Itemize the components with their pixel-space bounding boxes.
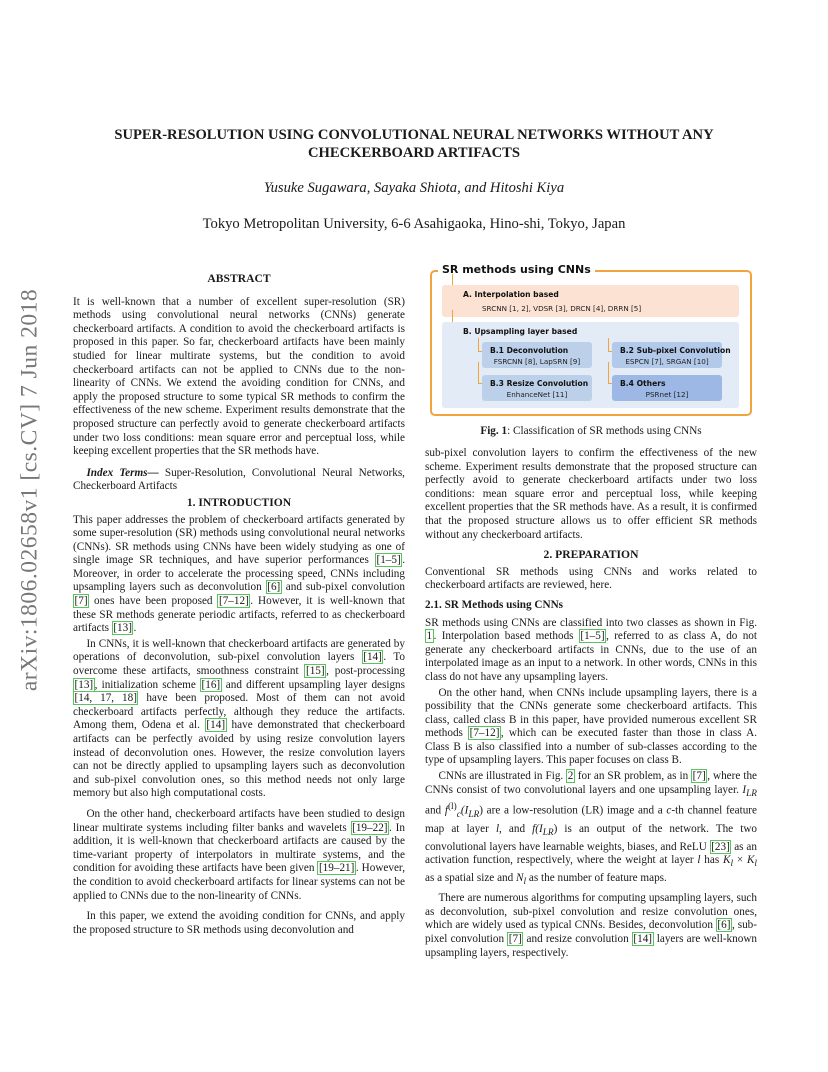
citation-link[interactable]: [7] [74, 595, 88, 608]
intro-paragraph-4-continued: sub-pixel convolution layers to confirm the effectiveness of the new scheme. Experiment results demonstrate that the proposed structure can perfectly avoid to generate checkerboard artifacts under two loss conditions: mean square error and perceptual loss, while keeping excellent properties that the SR methods have. As a result, it is confirmed that the proposed structure allows us to offer efficient SR methods without any checkerboard artifacts. [425, 447, 757, 541]
arxiv-sidebar-stamp [16, 288, 44, 691]
paper-title [60, 126, 768, 162]
class-a-items: SRCNN [1, 2], VDSR [3], DRCN [4], DRRN [5] [482, 304, 642, 313]
b4-label: B.4 Others [620, 379, 666, 388]
b1-items: FSRCNN [8], LapSRN [9] [493, 357, 581, 366]
citation-link[interactable]: [14] [363, 651, 382, 664]
intro-paragraph-2: In CNNs, it is well-known that checkerboard artifacts are generated by operations of deconvolution, sub-pixel convolution layers [14] . To overcome these artifacts, smoothness constraint [15] , post-processing [13] , initialization scheme [16] and different upsampling layer designs [14, 17, 18] have been proposed. Most of them can not avoid checkerboard artifacts perfectly, although they reduce the artifacts. Among them, Odena et al. [14] have demonstrated that checkerboard artifacts can be perfectly avoided by using resize convolution layers instead of deconvolution ones. However, the resize convolution layers can not be directly applied to upsampling layers such as deconvolution and sub-pixel convolution ones, so this method needs not only large memory but also high computational costs. [73, 637, 406, 800]
subclass-b2-box [612, 342, 731, 368]
figure-link[interactable]: 1 [426, 630, 433, 643]
citation-link[interactable]: [14] [206, 719, 226, 732]
class-b-label: B. Upsampling layer based [463, 327, 578, 336]
citation-link[interactable]: [7] [692, 770, 706, 783]
b1-label: B.1 Deconvolution [490, 346, 569, 355]
authors: Yusuke Sugawara, Sayaka Shiota, and Hitoshi Kiya [263, 180, 565, 196]
b3-label: B.3 Resize Convolution [490, 379, 589, 388]
index-terms [73, 467, 405, 494]
citation-link[interactable]: [6] [267, 581, 281, 594]
figure-1-caption [425, 425, 757, 437]
subclass-b1-box [482, 342, 592, 368]
citation-link[interactable]: [15] [305, 665, 325, 678]
intro-paragraph-3: On the other hand, checkerboard artifacts have been studied to design linear multirate systems including filter banks and wavelets [19–22] . In addition, it is well-known that checkerboard artifacts are caused by the time-variant property of interpolators in multirate systems, and the condition for avoiding these artifacts have been given [19–21] . However, the condition to avoid checkerboard artifacts for linear systems can not be applied to CNNs due to the non-linearity of CNNs. [73, 807, 405, 902]
figure-link[interactable]: 2 [567, 770, 574, 783]
class-a-box [442, 285, 739, 317]
citation-link[interactable]: [13] [113, 622, 132, 635]
index-terms-text: Super-Resolution, Convolutional Neural Networks, Checkerboard Artifacts [73, 466, 405, 493]
citation-link[interactable]: [1–5] [376, 554, 401, 567]
caption-text: : Classification of SR methods using CNNs [507, 425, 702, 437]
citation-link[interactable]: [7–12] [469, 727, 500, 740]
class-b-box [442, 322, 739, 408]
citation-link[interactable]: [7–12] [218, 595, 249, 608]
class-a-label: A. Interpolation based [463, 290, 559, 299]
citation-link[interactable]: [14, 17, 18] [74, 692, 137, 705]
intro-heading: 1. INTRODUCTION [186, 495, 292, 509]
preparation-intro: Conventional SR methods using CNNs and works related to checkerboard artifacts are reviewed, here. [425, 565, 757, 592]
left-column [73, 268, 405, 937]
citation-link[interactable]: [19–22] [352, 821, 388, 834]
citation-link[interactable]: [1–5] [580, 630, 605, 643]
intro-paragraph-1: This paper addresses the problem of checkerboard artifacts generated by some super-resolution (SR) methods using convolutional neural networks (CNNs). SR methods using CNNs have been widely studying as one of single image SR techniques, and have superior performances [1–5] . Moreover, in order to accelerate the processing speed, CNNs including upsampling layers such as deconvolution [6] and sub-pixel convolution [7] ones have been proposed [7–12] . However, it is well-known that these SR methods generate periodic artifacts, referred to as checkerboard artifacts [13] . [73, 513, 405, 635]
citation-link[interactable]: [13] [74, 678, 94, 691]
b3-items: EnhanceNet [11] [506, 390, 568, 399]
right-column [425, 447, 757, 960]
preparation-heading: 2. PREPARATION [543, 548, 639, 562]
intro-paragraph-4: In this paper, we extend the avoiding condition for CNNs, and apply the proposed structure to SR methods using deconvolution and [73, 910, 405, 936]
index-terms-label: Index Terms— [86, 466, 159, 479]
sec21-paragraph-4: There are numerous algorithms for computing upsampling layers, such as deconvolution, sub-pixel convolution and resize convolution ones, which are widely used as typical CNNs. Besides, deconvolution [6] , sub-pixel convolution [7] and resize convolution [14] layers are well-known upsampling layers, respectively. [425, 892, 758, 959]
abstract-text: It is well-known that a number of excellent super-resolution (SR) methods using convolutional neural networks (CNNs) generate checkerboard artifacts. A condition to avoid the checkerboard artifacts is proposed in this paper. So far, checkerboard artifacts have been mainly studied for linear multirate systems, but the condition to avoid checkerboard artifacts can not be applied to CNNs due to the non-linearity of CNNs. We extend the avoiding condition for CNNs, and apply the proposed structure to some typical SR methods to confirm the effectiveness of the new scheme. Experiment results demonstrate that the proposed structure can perfectly avoid to generate checkerboard artifacts under two loss conditions: mean square error and perceptual loss, while keeping excellent properties that the SR methods have. [73, 295, 405, 458]
figure-1-diagram [430, 263, 752, 416]
citation-link[interactable]: [19–21] [318, 862, 355, 875]
figure-title: SR methods using CNNs [438, 263, 595, 276]
b2-label: B.2 Sub-pixel Convolution [620, 346, 731, 355]
sec21-paragraph-3: CNNs are illustrated in Fig. 2 for an SR problem, as in [7] , where the CNNs consist of two convolutional layers and one upsampling layer. $I_{LR}$ and $f^{(l)}_c(I_{LR})$ are a low-resolution (LR) image and a c-th channel feature map at layer l, and $f(I_{LR})$ is an output of the network. The two convolutional layers have learnable weights, biases, and ReLU [23] as an activation function, respectively, where the weight at layer l has $K_l \times K_l$ as a spatial size and $N_l$ as the number of feature maps. [425, 770, 758, 888]
citation-link[interactable]: [6] [717, 919, 731, 932]
citation-link[interactable]: [16] [201, 678, 221, 691]
abstract-heading: ABSTRACT [207, 272, 271, 285]
citation-link[interactable]: [14] [633, 932, 653, 945]
b2-items: ESPCN [7], SRGAN [10] [625, 357, 709, 366]
sec21-paragraph-1: SR methods using CNNs are classified into two classes as shown in Fig. 1 . Interpolation based methods [1–5] , referred to as class A, do not generate any checkerboard artifacts in CNNs, due to the use of an interpolated image as an input to a network. In other words, CNNs in this class do not have any upsampling layers. [425, 616, 758, 683]
subclass-b3-box [482, 375, 592, 401]
caption-label: Fig. 1 [480, 425, 508, 437]
citation-link[interactable]: [23] [711, 840, 730, 853]
section-2-1-heading: 2.1. SR Methods using CNNs [425, 598, 564, 611]
sec21-paragraph-2: On the other hand, when CNNs include upsampling layers, there is a possibility that the CNNs generate some checkerboard artifacts. This class, called class B in this paper, have provided numerous excellent SR methods [7–12] , which can be executed faster than those in class A. Class B is also classified into a number of sub-classes according to the type of upsampling layers. This paper focuses on class B. [425, 686, 757, 767]
arxiv-id: arXiv:1806.02658v1 [cs.CV] 7 Jun 2018 [16, 288, 43, 691]
title-line-1: SUPER-RESOLUTION USING CONVOLUTIONAL NEURAL NETWORKS WITHOUT ANY [114, 127, 714, 143]
title-line-2: CHECKERBOARD ARTIFACTS [307, 145, 521, 161]
citation-link[interactable]: [7] [508, 932, 522, 945]
affiliation: Tokyo Metropolitan University, 6-6 Asahigaoka, Hino-shi, Tokyo, Japan [202, 216, 626, 232]
b4-items: PSRnet [12] [645, 390, 689, 399]
subclass-b4-box [612, 375, 722, 401]
